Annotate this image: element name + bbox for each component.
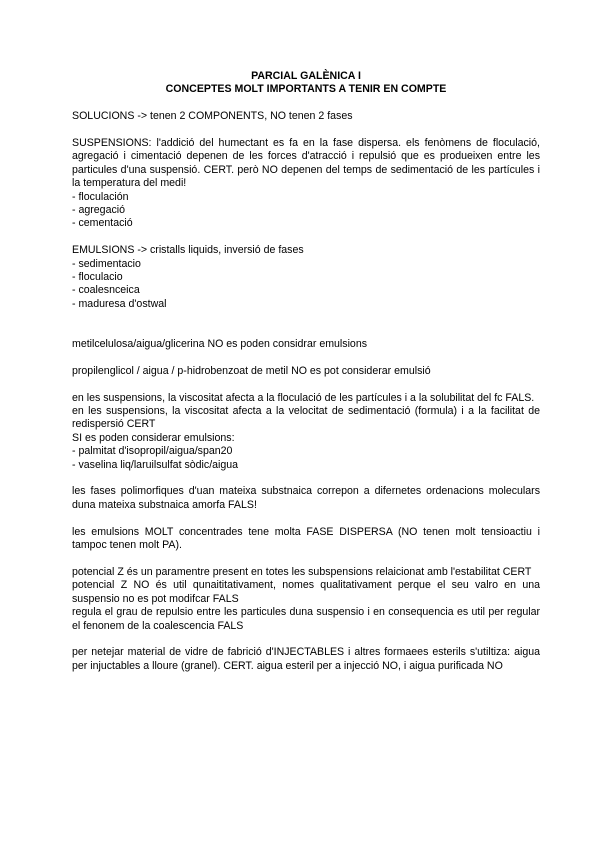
title-line-1: PARCIAL GALÈNICA I <box>251 70 361 82</box>
emulsions-concentrades-paragraph: les emulsions MOLT concentrades tene molta FASE DISPERSA (NO tenen molt tensioactiu i tampoc tenen molt PA). <box>72 525 540 552</box>
potencial-line-1: potencial Z és un paramentre present en totes les subspensions relaicionat amb l'estabilitat CERT <box>72 565 532 578</box>
potencial-line-2: potencial Z NO és util qunaititativament, nomes qualitativament perque el seu valro en una suspensio no es pot modifcar FALS <box>72 579 540 605</box>
solucions-paragraph: SOLUCIONS -> tenen 2 COMPONENTS, NO tenen 2 fases <box>72 110 353 123</box>
title-line-2: CONCEPTES MOLT IMPORTANTS A TENIR EN COMPTE <box>165 83 447 96</box>
suspensions-item-3: - cementació <box>72 217 133 230</box>
emulsions-item-3: - coalesnceica <box>72 284 140 297</box>
suspensions-item-2: - agregació <box>72 204 125 217</box>
potencial-line-3: regula el grau de repulsio entre les particules duna suspensio i en consequencia es util per regular el fenonem de la coalescencia FALS <box>72 606 540 632</box>
viscositat-item-1: - palmitat d'isopropil/aigua/span20 <box>72 445 233 458</box>
metilcelulosa-paragraph: metilcelulosa/aigua/glicerina NO es poden considrar emulsions <box>72 338 368 351</box>
viscositat-item-2: - vaselina liq/laruilsulfat sòdic/aigua <box>72 458 239 471</box>
suspensions-item-1: - floculación <box>72 190 129 203</box>
fases-polimorfiques-paragraph: les fases polimorfiques d'uan mateixa substnaica correpon a difernetes ordenacions moleculars duna mateixa substnaica amorfa FALS! <box>72 485 540 511</box>
emulsions-item-4: - maduresa d'ostwal <box>72 297 167 310</box>
viscositat-line-2: en les suspensions, la viscositat afecta a la velocitat de sedimentació (formula) i a la facilitat de redispersió CERT <box>72 405 540 431</box>
viscositat-line-1: en les suspensions, la viscositat afecta a la floculació de les partícules i a la solubilitat del fc FALS. <box>72 391 535 404</box>
viscositat-line-3: SI es poden considerar emulsions: <box>72 431 235 444</box>
emulsions-item-1: - sedimentacio <box>72 257 141 270</box>
propilenglicol-paragraph: propilenglicol / aigua / p-hidrobenzoat de metil NO es pot considerar emulsió <box>72 364 431 377</box>
document-page <box>72 70 540 673</box>
emulsions-item-2: - floculacio <box>72 271 123 284</box>
suspensions-paragraph: SUSPENSIONS: l'addició del humectant es fa en la fase dispersa. els fenòmens de floculació, agregació i cimentació depenen de les forces d'atracció i repulsió que es produeixen entre les particules d'una suspensió. CERT. però NO depenen del temps de sedimentació de les partícules i la temperatura del medi! <box>72 137 540 190</box>
injectables-paragraph: per netejar material de vidre de fabrició d'INJECTABLES i altres formaees esterils s'utiltiza: aigua per injuctables a lloure (granel). CERT. aigua esteril per a injecció NO, i aigua purificada NO <box>72 646 540 672</box>
emulsions-paragraph: EMULSIONS -> cristalls liquids, inversió de fases <box>72 244 304 257</box>
document-title <box>72 70 540 97</box>
